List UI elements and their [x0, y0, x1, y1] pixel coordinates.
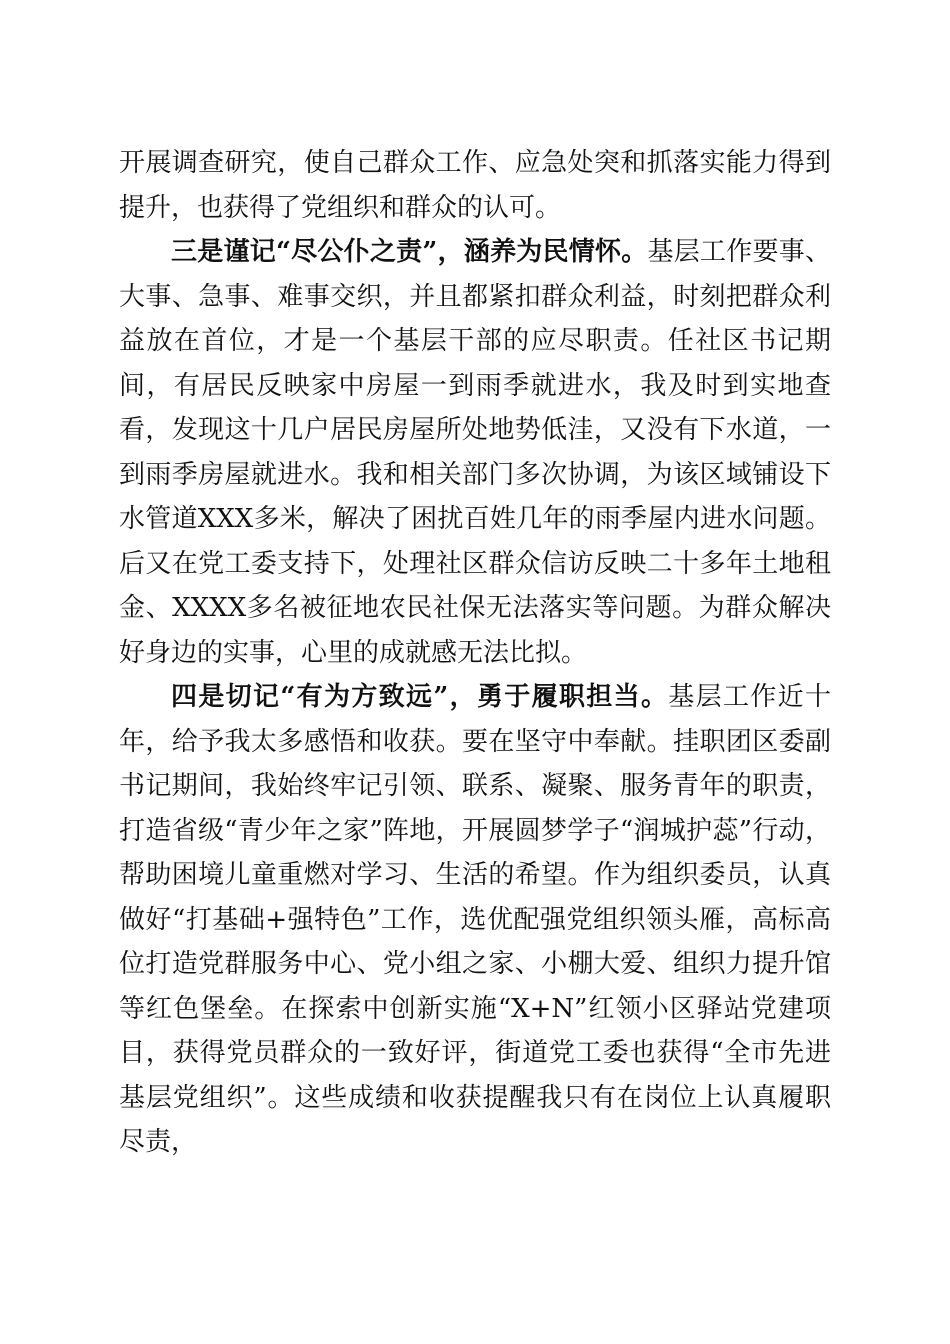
paragraph-2: [119, 230, 831, 675]
paragraph-1-text: 开展调查研究，使自己群众工作、应急处突和抓落实能力得到提升，也获得了党组织和群众的认可。: [119, 148, 831, 223]
paragraph-2-text: 基层工作要事、大事、急事、难事交织，并且都紧扣群众利益，时刻把群众利益放在首位，才是一个基层干部的应尽职责。任社区书记期间，有居民反映家中房屋一到雨季就进水，我及时到实地查看，发现这十几户居民房屋所处地势低洼，又没有下水道，一到雨季房屋就进水。我和相关部门多次协调，为该区域铺设下水管道XXX多米，解决了困扰百姓几年的雨季屋内进水问题。后又在党工委支持下，处理社区群众信访反映二十多年土地租金、XXXX多名被征地农民社保无法落实等问题。为群众解决好身边的实事，心里的成就感无法比拟。: [119, 237, 831, 668]
paragraph-3-lead: 四是切记“有为方致远”，勇于履职担当。: [171, 682, 669, 712]
paragraph-2-lead: 三是谨记“尽公仆之责”，涵养为民情怀。: [171, 237, 648, 267]
paragraph-1: [119, 141, 831, 230]
paragraph-3: [119, 675, 831, 1165]
document-body: [119, 141, 831, 1165]
paragraph-3-text: 基层工作近十年，给予我太多感悟和收获。要在坚守中奉献。挂职团区委副书记期间，我始终牢记引领、联系、凝聚、服务青年的职责，打造省级“青少年之家”阵地，开展圆梦学子“润城护蕊”行动，帮助困境儿童重燃对学习、生活的希望。作为组织委员，认真做好“打基础+强特色”工作，选优配强党组织领头雁，高标高位打造党群服务中心、党小组之家、小棚大爱、组织力提升馆等红色堡垒。在探索中创新实施“X+N”红领小区驿站党建项目，获得党员群众的一致好评，街道党工委也获得“全市先进基层党组织”。这些成绩和收获提醒我只有在岗位上认真履职尽责，: [119, 682, 831, 1157]
